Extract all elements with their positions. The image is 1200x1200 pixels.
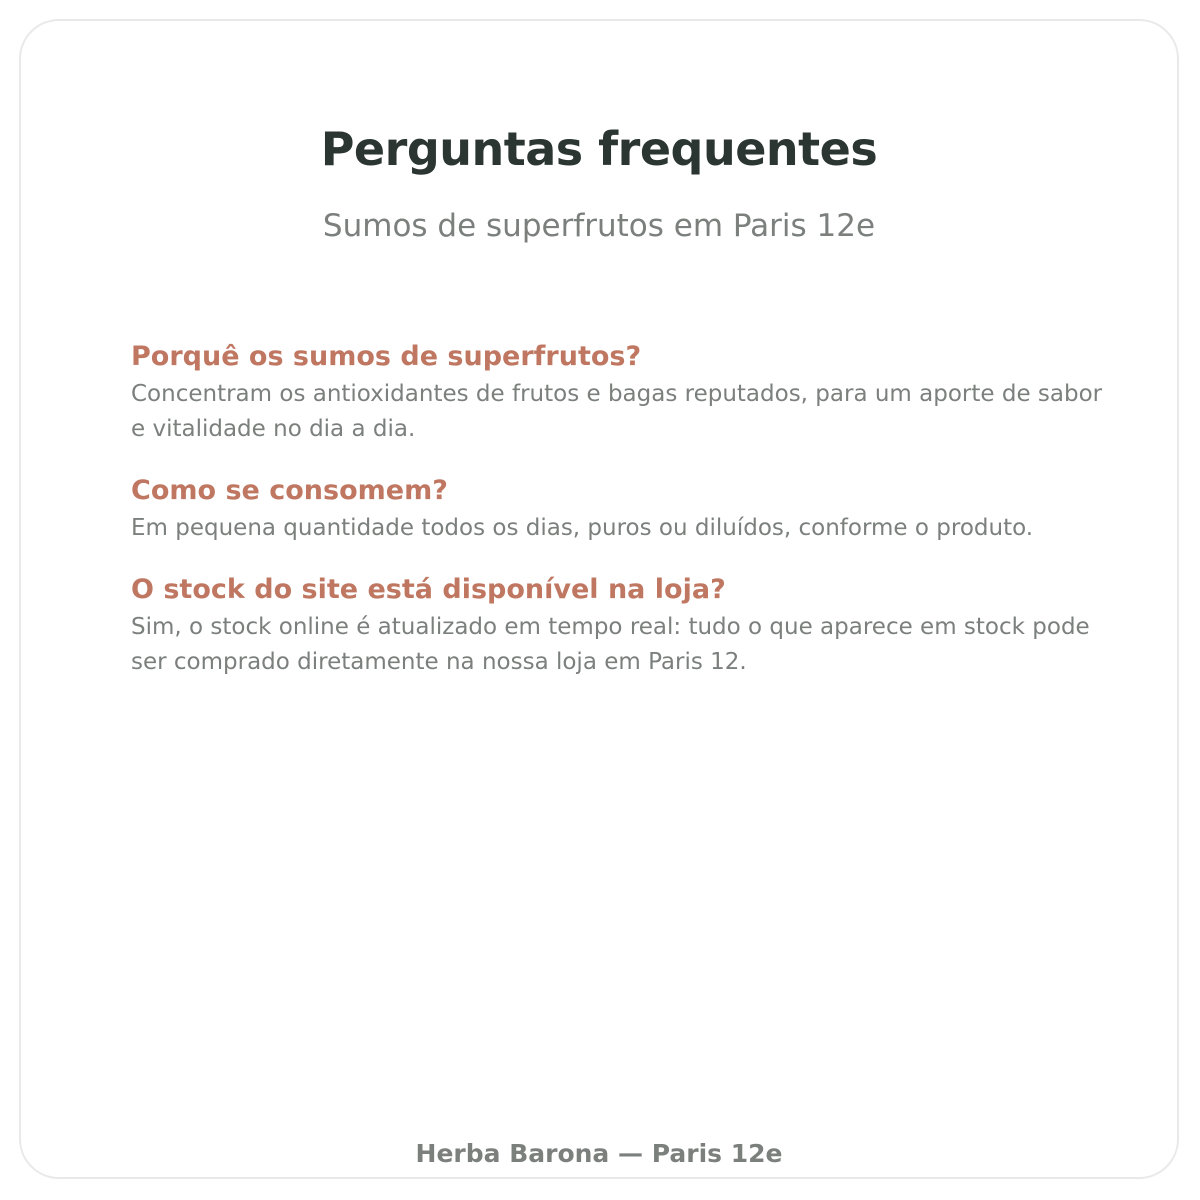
faq-question: Porquê os sumos de superfrutos? bbox=[131, 341, 642, 372]
faq-answer: Concentram os antioxidantes de frutos e bagas reputados, para um aporte de sabor e vitalidade no dia a dia. bbox=[131, 381, 1103, 442]
footer-brand: Herba Barona — Paris 12e bbox=[415, 1139, 783, 1168]
page-subtitle: Sumos de superfrutos em Paris 12e bbox=[322, 208, 876, 244]
faq-card bbox=[19, 19, 1179, 1179]
faq-answer: Em pequena quantidade todos os dias, puros ou diluídos, conforme o produto. bbox=[131, 515, 1034, 541]
faq-list bbox=[131, 339, 1121, 706]
faq-question: Como se consomem? bbox=[131, 475, 448, 506]
faq-answer: Sim, o stock online é atualizado em tempo real: tudo o que aparece em stock pode ser comprado diretamente na nossa loja em Paris 12. bbox=[131, 614, 1090, 675]
faq-question: O stock do site está disponível na loja? bbox=[131, 574, 726, 605]
faq-item bbox=[131, 473, 1121, 546]
page-title: Perguntas frequentes bbox=[320, 122, 878, 176]
faq-item bbox=[131, 572, 1121, 680]
faq-item bbox=[131, 339, 1121, 447]
